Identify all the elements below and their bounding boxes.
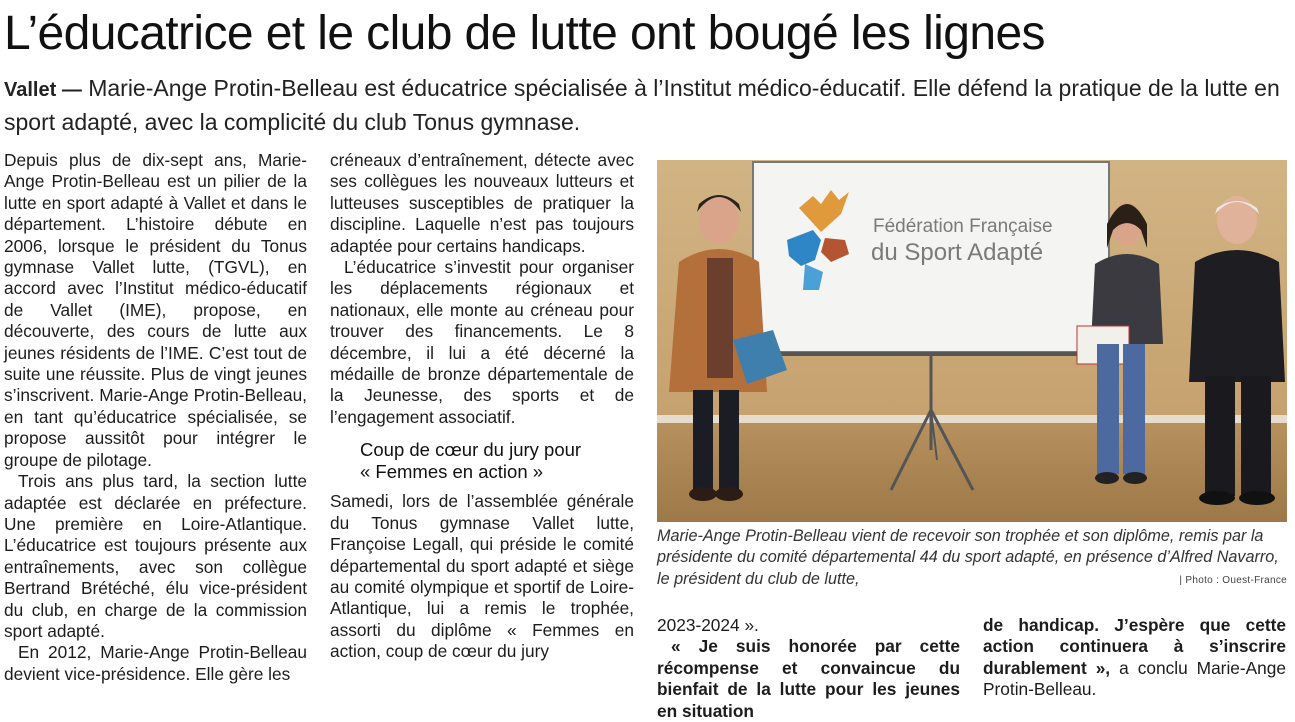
article-photo [657,160,1287,522]
intertitle [330,439,634,483]
paragraph: L’éducatrice s’investit pour organiser les déplacements régionaux et nationaux, elle monte au créneau pour trouver des financements. Le 8 décembre, il lui a été décerné la médaille de bronze départementale de la Jeunesse, des sports et de l’engagement associatif. [330,257,634,427]
intertitle-line-2: « Femmes en action » [360,461,544,483]
photo-caption: Marie-Ange Protin-Belleau vient de recevoir son trophée et son diplôme, remis par la présidente du comité départemental 44 du sport adapté, en présence d’Alfred Navarro, le président du club de lutte, [657,527,1279,588]
screen-text-line-2: du Sport Adapté [871,239,1044,266]
paragraph: 2023-2024 ». [657,615,759,635]
photo-credit: | Photo : Ouest-France [1179,575,1287,586]
quote: de handicap. J’espère que cette action continuera à s’inscrire durablement », [983,615,1286,678]
lead-text: Marie-Ange Protin-Belleau est éducatrice spécialisée à l’Institut médico-éducatif. Elle défend la pratique de la lutte en sport adapté, avec la complicité du club Tonus gymnase. [4,75,1280,135]
quote: « Je suis honorée par cette récompense et convaincue du bienfait de la lutte pour les jeunes en situation [657,636,960,721]
paragraph: Trois ans plus tard, la section lutte adaptée est déclarée en préfecture. Une première en Loire-Atlantique. L’éducatrice est toujours présente aux entraînements, avec son collègue Bertrand Brétéché, élu vice-président du club, en charge de la commission sport adapté. [4,471,307,641]
article-column-4 [983,615,1286,701]
article-column-3 [657,615,960,722]
intertitle-line-1: Coup de cœur du jury pour [360,439,582,461]
photo-scene [657,160,1287,522]
headline: L’éducatrice et le club de lutte ont bougé les lignes [4,7,1045,60]
paragraph: Depuis plus de dix-sept ans, Marie-Ange Protin-Belleau est un pilier de la lutte en sport adapté à Vallet et dans le département. L’histoire débute en 2006, lorsque le président du Tonus gymnase Vallet lutte, (TGVL), en accord avec l’Institut médico-éducatif de Vallet (IME), propose, en découverte, des cours de lutte aux jeunes résidents de l’IME. C’est tout de suite une réussite. Plus de vingt jeunes s’inscrivent. Marie-Ange Protin-Belleau, en tant qu’éducatrice spécialisée, se propose aussitôt pour intégrer le groupe de pilotage. [4,150,307,470]
quote-continuation [983,615,1286,701]
article-column-2 [330,150,634,663]
screen-text-line-1: Fédération Française [873,216,1053,237]
dateline: Vallet — [4,79,82,101]
paragraph: Samedi, lors de l’assemblée générale du Tonus gymnase Vallet lutte, Françoise Legall, qui préside le comité départemental du sport adapté et siège au comité olympique et sportif de Loire-Atlantique, lui a remis le trophée, assorti du diplôme « Femmes en action, coup de cœur du jury [330,491,634,662]
paragraph: créneaux d’entraînement, détecte avec ses collègues les nouveaux lutteurs et lutteuses susceptibles de pratiquer la discipline. Laquelle n’est pas toujours adaptée pour certains handicaps. [330,150,634,256]
paragraph: En 2012, Marie-Ange Protin-Belleau devient vice-présidence. Elle gère les [4,642,307,684]
attribution: a conclu Marie-Ange Protin-Belleau. [983,657,1287,700]
article-column-1 [4,150,307,685]
lead-paragraph [4,72,1292,138]
